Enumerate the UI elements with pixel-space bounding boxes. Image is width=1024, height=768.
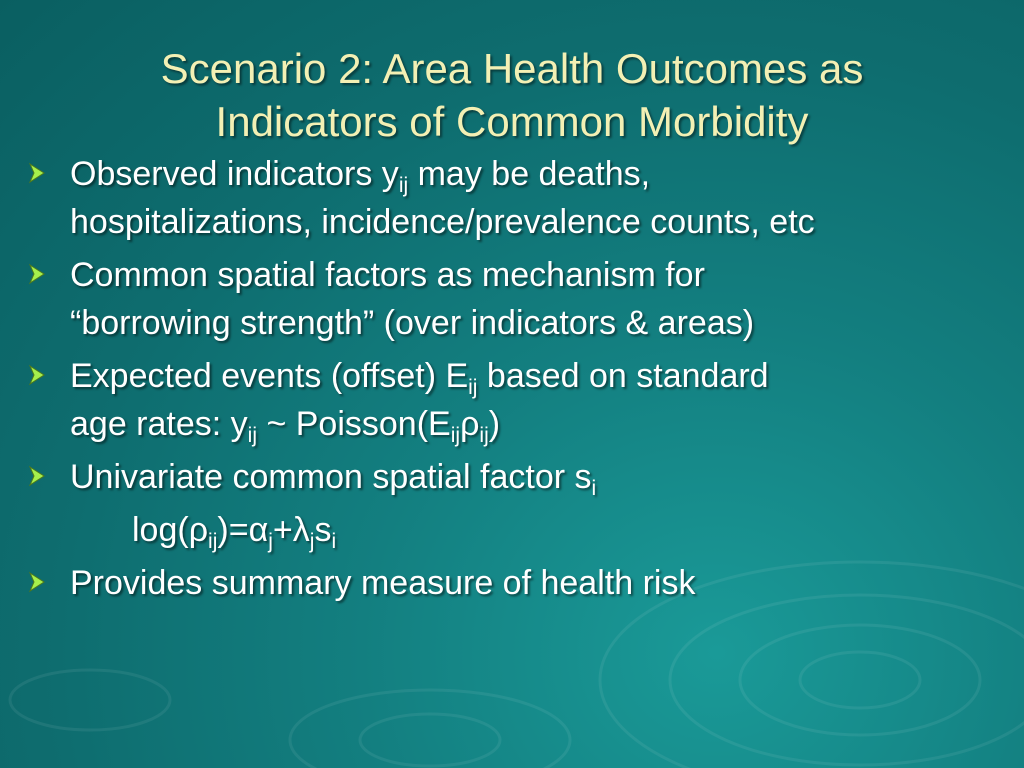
bullet-item — [28, 251, 988, 347]
arrow-bullet-icon — [28, 465, 46, 487]
arrow-bullet-icon — [28, 571, 46, 593]
arrow-bullet-icon — [28, 263, 46, 285]
bullet-text: Observed indicators $y_{ij}$ may be deaths, hospitalizations, incidence/prevalence counts, etc — [70, 155, 815, 241]
bullet-list — [28, 150, 988, 612]
title-line-2: Indicators of Common Morbidity — [215, 98, 809, 145]
formula: $\log(\rho_{ij})=\alpha_j+\lambda_js_i$ — [132, 511, 337, 553]
bullet-item — [28, 453, 988, 501]
bullet-text: Common spatial factors as mechanism for “borrowing strength” (over indicators & areas) — [70, 256, 755, 342]
bullet-text: Univariate common spatial factor $s_i$ — [70, 458, 597, 500]
bullet-text: Expected events (offset) $E_{ij}$ based on standard age rates: $y_{ij}$ ~ $Poisson(E_{ij}\rho_{ij})$ — [70, 357, 769, 447]
arrow-bullet-icon — [28, 364, 46, 386]
bullet-text: Provides summary measure of health risk — [70, 564, 696, 602]
slide-title — [0, 42, 1024, 148]
bullet-item — [28, 352, 988, 448]
title-line-1: Scenario 2: Area Health Outcomes as — [160, 45, 864, 92]
arrow-bullet-icon — [28, 162, 46, 184]
bullet-item — [28, 559, 988, 607]
bullet-item — [28, 150, 988, 246]
